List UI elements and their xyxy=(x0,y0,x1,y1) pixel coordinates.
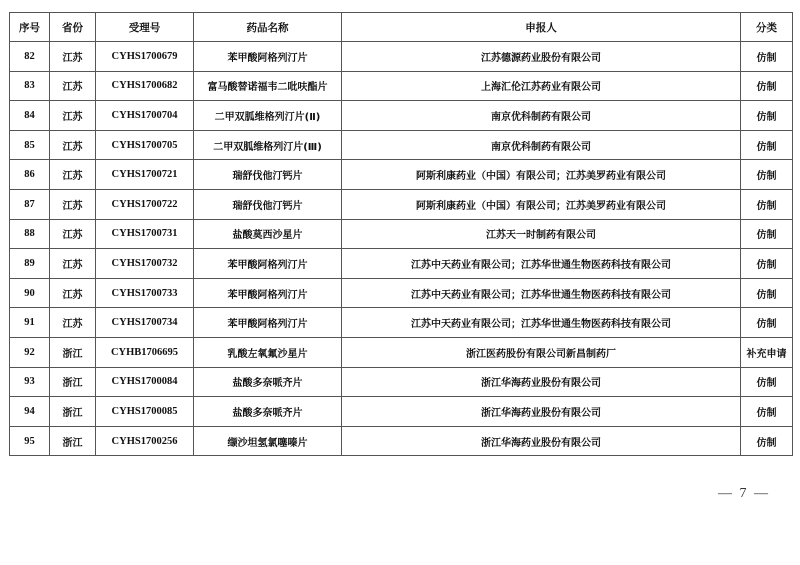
cell-applicant: 南京优科制药有限公司 xyxy=(342,101,741,131)
cell-acceptance-no: CYHS1700085 xyxy=(96,397,194,427)
table-row xyxy=(10,337,793,367)
table-row xyxy=(10,426,793,456)
page-number: — 7 — xyxy=(718,486,770,501)
cell-province: 江苏 xyxy=(50,249,96,279)
table-row xyxy=(10,42,793,72)
cell-serial-no: 94 xyxy=(10,397,50,427)
header-acceptance-no: 受理号 xyxy=(96,13,194,42)
cell-province: 浙江 xyxy=(50,426,96,456)
cell-province: 江苏 xyxy=(50,101,96,131)
table-row xyxy=(10,71,793,101)
cell-drug-name: 乳酸左氧氟沙星片 xyxy=(194,337,342,367)
cell-applicant: 浙江华海药业股份有限公司 xyxy=(342,397,741,427)
cell-drug-name: 苯甲酸阿格列汀片 xyxy=(194,42,342,72)
cell-serial-no: 92 xyxy=(10,337,50,367)
cell-serial-no: 85 xyxy=(10,130,50,160)
table-row xyxy=(10,189,793,219)
cell-province: 江苏 xyxy=(50,219,96,249)
cell-province: 江苏 xyxy=(50,42,96,72)
header-province: 省份 xyxy=(50,13,96,42)
cell-drug-name: 缬沙坦氢氯噻嗪片 xyxy=(194,426,342,456)
cell-drug-name: 富马酸替诺福韦二吡呋酯片 xyxy=(194,71,342,101)
cell-category: 仿制 xyxy=(741,71,793,101)
cell-acceptance-no: CYHS1700679 xyxy=(96,42,194,72)
cell-serial-no: 83 xyxy=(10,71,50,101)
cell-province: 江苏 xyxy=(50,160,96,190)
cell-acceptance-no: CYHB1706695 xyxy=(96,337,194,367)
header-category: 分类 xyxy=(741,13,793,42)
cell-serial-no: 91 xyxy=(10,308,50,338)
cell-drug-name: 瑞舒伐他汀钙片 xyxy=(194,189,342,219)
table-row xyxy=(10,278,793,308)
cell-province: 江苏 xyxy=(50,189,96,219)
cell-category: 仿制 xyxy=(741,219,793,249)
cell-serial-no: 93 xyxy=(10,367,50,397)
cell-applicant: 阿斯利康药业（中国）有限公司；江苏美罗药业有限公司 xyxy=(342,189,741,219)
cell-category: 仿制 xyxy=(741,249,793,279)
cell-category: 仿制 xyxy=(741,397,793,427)
cell-serial-no: 82 xyxy=(10,42,50,72)
cell-applicant: 南京优科制药有限公司 xyxy=(342,130,741,160)
cell-category: 仿制 xyxy=(741,42,793,72)
cell-serial-no: 89 xyxy=(10,249,50,279)
cell-acceptance-no: CYHS1700733 xyxy=(96,278,194,308)
table-row xyxy=(10,219,793,249)
cell-drug-name: 二甲双胍维格列汀片(Ⅱ) xyxy=(194,101,342,131)
cell-applicant: 阿斯利康药业（中国）有限公司；江苏美罗药业有限公司 xyxy=(342,160,741,190)
cell-serial-no: 88 xyxy=(10,219,50,249)
cell-acceptance-no: CYHS1700704 xyxy=(96,101,194,131)
cell-province: 江苏 xyxy=(50,308,96,338)
cell-acceptance-no: CYHS1700722 xyxy=(96,189,194,219)
cell-province: 江苏 xyxy=(50,71,96,101)
cell-applicant: 江苏德源药业股份有限公司 xyxy=(342,42,741,72)
cell-category: 仿制 xyxy=(741,160,793,190)
cell-drug-name: 盐酸多奈哌齐片 xyxy=(194,397,342,427)
cell-applicant: 江苏中天药业有限公司；江苏华世通生物医药科技有限公司 xyxy=(342,278,741,308)
cell-drug-name: 苯甲酸阿格列汀片 xyxy=(194,278,342,308)
header-drug-name: 药品名称 xyxy=(194,13,342,42)
cell-acceptance-no: CYHS1700256 xyxy=(96,426,194,456)
header-serial-no: 序号 xyxy=(10,13,50,42)
cell-acceptance-no: CYHS1700682 xyxy=(96,71,194,101)
cell-serial-no: 90 xyxy=(10,278,50,308)
cell-applicant: 上海汇伦江苏药业有限公司 xyxy=(342,71,741,101)
cell-applicant: 江苏天一时制药有限公司 xyxy=(342,219,741,249)
cell-applicant: 浙江医药股份有限公司新昌制药厂 xyxy=(342,337,741,367)
table-row xyxy=(10,249,793,279)
cell-province: 浙江 xyxy=(50,367,96,397)
cell-category: 仿制 xyxy=(741,130,793,160)
table-row xyxy=(10,101,793,131)
cell-serial-no: 95 xyxy=(10,426,50,456)
cell-applicant: 江苏中天药业有限公司；江苏华世通生物医药科技有限公司 xyxy=(342,249,741,279)
drug-application-table xyxy=(9,12,793,456)
cell-province: 浙江 xyxy=(50,337,96,367)
cell-drug-name: 瑞舒伐他汀钙片 xyxy=(194,160,342,190)
cell-acceptance-no: CYHS1700732 xyxy=(96,249,194,279)
cell-serial-no: 87 xyxy=(10,189,50,219)
cell-acceptance-no: CYHS1700721 xyxy=(96,160,194,190)
cell-category: 仿制 xyxy=(741,308,793,338)
cell-acceptance-no: CYHS1700734 xyxy=(96,308,194,338)
cell-acceptance-no: CYHS1700705 xyxy=(96,130,194,160)
table-body xyxy=(10,42,793,456)
cell-province: 江苏 xyxy=(50,278,96,308)
cell-acceptance-no: CYHS1700084 xyxy=(96,367,194,397)
cell-drug-name: 苯甲酸阿格列汀片 xyxy=(194,249,342,279)
cell-drug-name: 苯甲酸阿格列汀片 xyxy=(194,308,342,338)
cell-serial-no: 84 xyxy=(10,101,50,131)
cell-applicant: 浙江华海药业股份有限公司 xyxy=(342,367,741,397)
cell-category: 仿制 xyxy=(741,278,793,308)
cell-category: 仿制 xyxy=(741,101,793,131)
cell-category: 仿制 xyxy=(741,426,793,456)
header-applicant: 申报人 xyxy=(342,13,741,42)
cell-serial-no: 86 xyxy=(10,160,50,190)
table-row xyxy=(10,397,793,427)
cell-drug-name: 盐酸多奈哌齐片 xyxy=(194,367,342,397)
table-row xyxy=(10,160,793,190)
table-row xyxy=(10,130,793,160)
table-header-row xyxy=(10,13,793,42)
cell-drug-name: 盐酸莫西沙星片 xyxy=(194,219,342,249)
cell-category: 仿制 xyxy=(741,367,793,397)
cell-acceptance-no: CYHS1700731 xyxy=(96,219,194,249)
cell-province: 浙江 xyxy=(50,397,96,427)
cell-category: 仿制 xyxy=(741,189,793,219)
table-row xyxy=(10,367,793,397)
cell-province: 江苏 xyxy=(50,130,96,160)
cell-applicant: 浙江华海药业股份有限公司 xyxy=(342,426,741,456)
cell-category: 补充申请 xyxy=(741,337,793,367)
table-row xyxy=(10,308,793,338)
cell-applicant: 江苏中天药业有限公司；江苏华世通生物医药科技有限公司 xyxy=(342,308,741,338)
cell-drug-name: 二甲双胍维格列汀片(Ⅲ) xyxy=(194,130,342,160)
